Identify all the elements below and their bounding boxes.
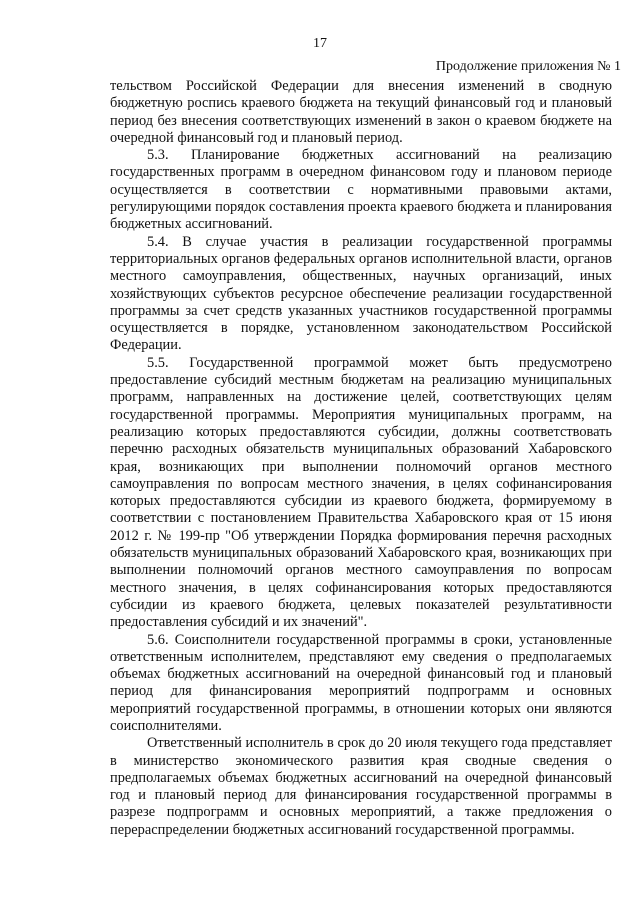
appendix-continuation-label: Продолжение приложения № 1 bbox=[435, 59, 621, 74]
paragraph-5-4: 5.4. В случае участия в реализации государственной программы территориальных органов федеральных органов исполнительной власти, органов местного самоуправления, общественных, научных организаций, иных хозяйствующих субъектов ресурсное обеспечение реализации государственной программы за счет средств указанных участников государственной программы осуществляется в порядке, установленном законодательством Российской Федерации. bbox=[110, 233, 612, 354]
page-number: 17 bbox=[313, 36, 327, 51]
paragraph-5-5: 5.5. Государственной программой может быть предусмотрено предоставление субсидий местным бюджетам на реализацию муниципальных программ, направленных на достижение целей, соответствующих целям государственной программы. Мероприятия муниципальных программ, на реализацию которых предоставляются субсидии, должны соответствовать перечню расходных обязательств муниципальных образований Хабаровского края, возникающих при выполнении полномочий органов местного самоуправления по вопросам местного значения, в целях софинансирования которых предоставляются субсидии из краевого бюджета, формируемому в соответствии с постановлением Правительства Хабаровского края от 15 июня 2012 г. № 199-пр "Об утверждении Порядка формирования перечня расходных обязательств муниципальных образований Хабаровского края, возникающих при выполнении полномочий органов местного самоуправления по вопросам местного значения, в целях софинансирования которых предоставляются субсидии из краевого бюджета, целевых показателей результативности предоставления субсидий и их значений". bbox=[110, 354, 612, 631]
paragraph-responsible-executor: Ответственный исполнитель в срок до 20 июля текущего года представляет в министерство экономического развития края сводные сведения о предполагаемых объемах бюджетных ассигнований на очередной финансовый год и плановый период для финансирования государственной программы в разрезе подпрограмм и основных мероприятий, а также предложения о перераспределении бюджетных ассигнований государственной программы. bbox=[110, 735, 612, 838]
paragraph-continuation: тельством Российской Федерации для внесения изменений в сводную бюджетную роспись краевого бюджета на текущий финансовый год и плановый период без внесения соответствующих изменений в закон о краевом бюджете на очередной финансовый год и плановый период. bbox=[110, 78, 612, 146]
paragraph-5-6: 5.6. Соисполнители государственной программы в сроки, установленные ответственным исполнителем, представляют ему сведения о предполагаемых объемах бюджетных ассигнований на очередной финансовый год и плановый период для финансирования мероприятий подпрограмм и основных мероприятий государственной программы, в отношении которых они являются соисполнителями. bbox=[110, 631, 612, 734]
paragraph-5-3: 5.3. Планирование бюджетных ассигнований на реализацию государственных программ в очередном финансовом году и плановом периоде осуществляется в соответствии с нормативными правовыми актами, регулирующими порядок составления проекта краевого бюджета и планирования бюджетных ассигнований. bbox=[110, 147, 612, 233]
document-body bbox=[110, 78, 612, 839]
